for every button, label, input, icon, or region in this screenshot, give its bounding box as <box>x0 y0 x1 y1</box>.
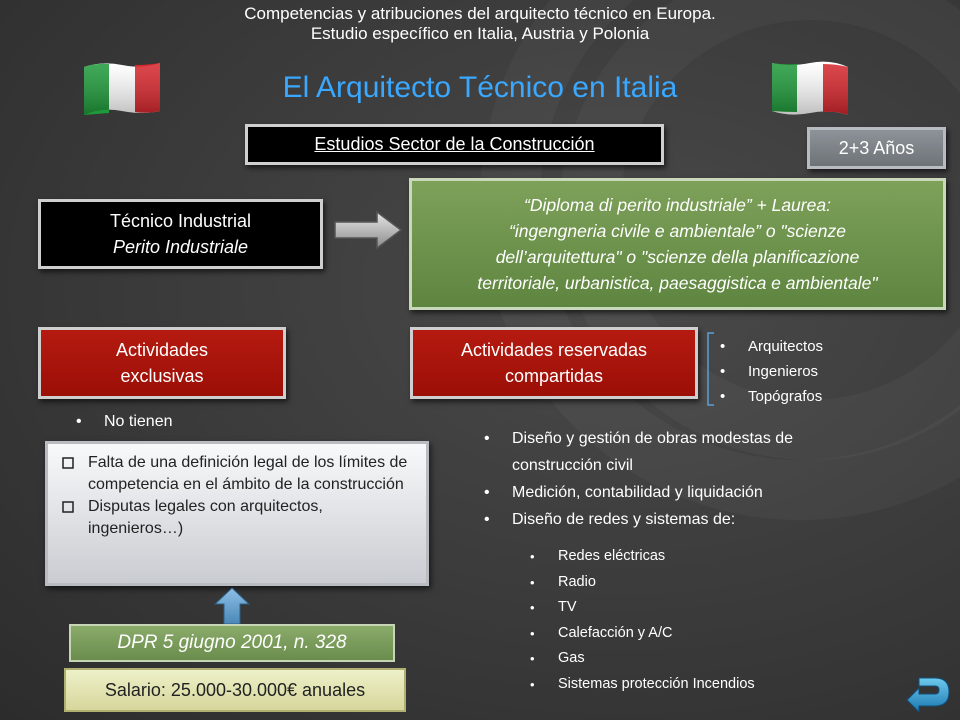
compartidas-line-2: compartidas <box>504 366 604 386</box>
diploma-line-4: territoriale, urbanistica, paesaggistica e ambientale" <box>477 273 878 293</box>
studies-sector-label <box>245 124 664 165</box>
dpr-reference: DPR 5 giugno 2001, n. 328 <box>69 624 395 662</box>
compartidas-line-1: Actividades reservadas <box>460 340 648 360</box>
diploma-box <box>409 178 946 310</box>
reserved-activities-list <box>484 425 864 533</box>
list-item: • Diseño y gestión de obras modestas de construcción civil <box>484 425 864 479</box>
years-button[interactable]: 2+3 Años <box>807 127 946 169</box>
exclusivas-line-1: Actividades <box>115 340 209 360</box>
actividades-compartidas-box <box>410 327 698 399</box>
return-button[interactable] <box>905 672 951 712</box>
list-item: • Diseño de redes y sistemas de: <box>484 506 864 533</box>
list-item: • Calefacción y A/C <box>530 621 755 647</box>
tecnico-line-2: Perito Industriale <box>112 237 249 257</box>
issues-panel <box>45 441 429 586</box>
checkbox-bullet-icon <box>62 496 88 540</box>
checkbox-bullet-icon <box>62 452 88 496</box>
issue-text: Disputas legales con arquitectos, ingenieros…) <box>88 498 323 537</box>
issue-item <box>62 496 414 540</box>
no-tienen-text: • No tienen <box>76 413 173 431</box>
list-item: • Topógrafos <box>720 384 823 409</box>
header-line-1: Competencias y atribuciones del arquitecto técnico en Europa. <box>244 4 716 23</box>
list-item: • Redes eléctricas <box>530 544 755 570</box>
list-item: • Arquitectos <box>720 334 823 359</box>
diploma-line-2: “ingengneria civile e ambientale” o "scienze <box>509 221 846 241</box>
list-item: • Sistemas protección Incendios <box>530 672 755 698</box>
diploma-line-1: “Diploma di perito industriale” + Laurea: <box>524 195 831 215</box>
bracket-icon <box>704 331 716 412</box>
issue-text: Falta de una definición legal de los límites de competencia en el ámbito de la construcción <box>88 454 408 493</box>
no-tienen-list <box>76 413 173 431</box>
page-title: El Arquitecto Técnico en Italia <box>282 71 678 104</box>
shared-with-list <box>720 334 823 409</box>
salary-label: Salario: 25.000-30.000€ anuales <box>64 668 406 712</box>
header-line-2: Estudio específico en Italia, Austria y Polonia <box>310 24 650 43</box>
actividades-exclusivas-box <box>38 327 286 399</box>
diploma-line-3: dell’arquitettura" o "scienze della planificazione <box>495 247 860 267</box>
tecnico-industrial-box <box>38 199 323 269</box>
list-item: • TV <box>530 595 755 621</box>
studies-sector-text: Estudios Sector de la Construcción <box>314 134 595 154</box>
list-item: • Gas <box>530 646 755 672</box>
return-arrow-icon <box>905 672 951 712</box>
list-item: • Medición, contabilidad y liquidación <box>484 479 864 506</box>
right-arrow-icon <box>333 210 403 255</box>
exclusivas-line-2: exclusivas <box>120 366 204 386</box>
systems-list <box>530 544 755 698</box>
list-item: • Radio <box>530 570 755 596</box>
tecnico-line-1: Técnico Industrial <box>109 211 252 231</box>
issue-item <box>62 452 414 496</box>
list-item: • Ingenieros <box>720 359 823 384</box>
